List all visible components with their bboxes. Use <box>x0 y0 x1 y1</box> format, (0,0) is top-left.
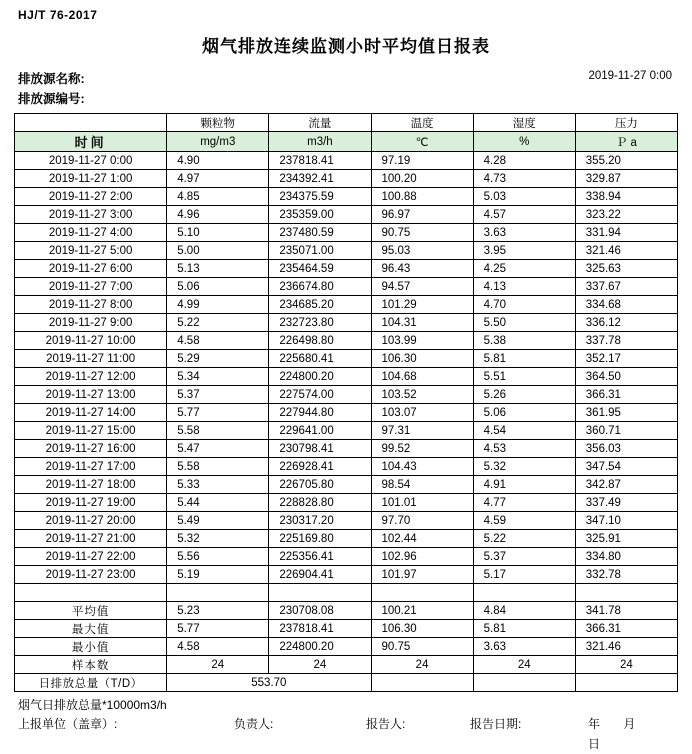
cell-pressure: 347.10 <box>575 512 677 530</box>
cell-time: 2019-11-27 6:00 <box>15 260 167 278</box>
summary-label: 最大值 <box>15 620 167 638</box>
table-row <box>15 548 678 566</box>
table-row <box>15 386 678 404</box>
cell-humidity: 5.26 <box>473 386 575 404</box>
cell-humidity: 5.81 <box>473 350 575 368</box>
summary-pm: 5.77 <box>167 620 269 638</box>
cell-temp: 97.70 <box>371 512 473 530</box>
table-row <box>15 404 678 422</box>
cell-pm: 4.58 <box>167 332 269 350</box>
table-row <box>15 278 678 296</box>
cell-pressure: 360.71 <box>575 422 677 440</box>
header-param-pressure: 压力 <box>575 114 677 132</box>
cell-pressure: 352.17 <box>575 350 677 368</box>
cell-temp: 104.68 <box>371 368 473 386</box>
summary-pressure: 366.31 <box>575 620 677 638</box>
spacer-cell <box>371 584 473 602</box>
cell-pressure: 337.78 <box>575 332 677 350</box>
cell-temp: 103.07 <box>371 404 473 422</box>
cell-humidity: 4.77 <box>473 494 575 512</box>
header-param-humidity: 湿度 <box>473 114 575 132</box>
table-row <box>15 476 678 494</box>
cell-temp: 96.43 <box>371 260 473 278</box>
summary-flow: 237818.41 <box>269 620 371 638</box>
cell-pm: 4.85 <box>167 188 269 206</box>
summary-flow: 230708.08 <box>269 602 371 620</box>
cell-temp: 101.01 <box>371 494 473 512</box>
summary-row-count <box>15 656 678 674</box>
table-row <box>15 242 678 260</box>
cell-flow: 237480.59 <box>269 224 371 242</box>
cell-humidity: 4.28 <box>473 152 575 170</box>
cell-pressure: 334.80 <box>575 548 677 566</box>
spacer-cell <box>473 584 575 602</box>
cell-temp: 100.88 <box>371 188 473 206</box>
report-footer <box>14 696 678 751</box>
cell-time: 2019-11-27 17:00 <box>15 458 167 476</box>
table-row <box>15 188 678 206</box>
cell-time: 2019-11-27 4:00 <box>15 224 167 242</box>
cell-pressure: 329.87 <box>575 170 677 188</box>
table-header-params <box>15 114 678 132</box>
spacer-cell <box>167 584 269 602</box>
cell-humidity: 5.38 <box>473 332 575 350</box>
cell-humidity: 5.37 <box>473 548 575 566</box>
cell-pressure: 355.20 <box>575 152 677 170</box>
cell-temp: 101.97 <box>371 566 473 584</box>
cell-pm: 5.58 <box>167 422 269 440</box>
header-param-pm: 颗粒物 <box>167 114 269 132</box>
cell-pm: 5.29 <box>167 350 269 368</box>
summary-temp: 100.21 <box>371 602 473 620</box>
cell-flow: 225169.80 <box>269 530 371 548</box>
cell-humidity: 3.63 <box>473 224 575 242</box>
header-unit-temp: ℃ <box>371 132 473 152</box>
cell-humidity: 4.70 <box>473 296 575 314</box>
cell-time: 2019-11-27 3:00 <box>15 206 167 224</box>
table-row <box>15 458 678 476</box>
cell-pm: 5.37 <box>167 386 269 404</box>
cell-flow: 235071.00 <box>269 242 371 260</box>
summary-humidity: 5.81 <box>473 620 575 638</box>
table-row <box>15 260 678 278</box>
cell-flow: 234375.59 <box>269 188 371 206</box>
total-blank-cell <box>575 674 677 692</box>
responsible-label: 负责人: <box>234 717 274 731</box>
cell-flow: 225356.41 <box>269 548 371 566</box>
cell-humidity: 4.57 <box>473 206 575 224</box>
cell-humidity: 5.17 <box>473 566 575 584</box>
daily-total-value: 553.70 <box>167 674 371 692</box>
cell-time: 2019-11-27 21:00 <box>15 530 167 548</box>
cell-pressure: 364.50 <box>575 368 677 386</box>
cell-pm: 5.44 <box>167 494 269 512</box>
cell-pm: 5.10 <box>167 224 269 242</box>
cell-temp: 96.97 <box>371 206 473 224</box>
table-spacer-row <box>15 584 678 602</box>
cell-time: 2019-11-27 13:00 <box>15 386 167 404</box>
cell-temp: 95.03 <box>371 242 473 260</box>
cell-pressure: 342.87 <box>575 476 677 494</box>
cell-pressure: 361.95 <box>575 404 677 422</box>
cell-flow: 226705.80 <box>269 476 371 494</box>
cell-time: 2019-11-27 16:00 <box>15 440 167 458</box>
cell-flow: 234392.41 <box>269 170 371 188</box>
cell-time: 2019-11-27 15:00 <box>15 422 167 440</box>
cell-pm: 5.77 <box>167 404 269 422</box>
cell-time: 2019-11-27 2:00 <box>15 188 167 206</box>
summary-pm: 5.23 <box>167 602 269 620</box>
cell-flow: 236674.80 <box>269 278 371 296</box>
total-note: 烟气日排放总量*10000m3/h <box>18 698 167 712</box>
cell-time: 2019-11-27 12:00 <box>15 368 167 386</box>
total-blank-cell <box>473 674 575 692</box>
cell-temp: 102.44 <box>371 530 473 548</box>
source-code-label: 排放源编号: <box>18 92 85 106</box>
source-fields <box>18 69 85 109</box>
cell-time: 2019-11-27 20:00 <box>15 512 167 530</box>
header-time-label: 时间 <box>15 132 167 152</box>
cell-flow: 224800.20 <box>269 368 371 386</box>
daily-total-label: 日排放总量（T/D） <box>15 674 167 692</box>
summary-row-average <box>15 602 678 620</box>
cell-pm: 5.22 <box>167 314 269 332</box>
cell-pressure: 323.22 <box>575 206 677 224</box>
cell-pm: 5.47 <box>167 440 269 458</box>
cell-time: 2019-11-27 0:00 <box>15 152 167 170</box>
cell-pm: 5.58 <box>167 458 269 476</box>
cell-humidity: 4.54 <box>473 422 575 440</box>
cell-temp: 99.52 <box>371 440 473 458</box>
cell-pm: 5.13 <box>167 260 269 278</box>
cell-time: 2019-11-27 1:00 <box>15 170 167 188</box>
cell-time: 2019-11-27 10:00 <box>15 332 167 350</box>
cell-time: 2019-11-27 14:00 <box>15 404 167 422</box>
cell-time: 2019-11-27 9:00 <box>15 314 167 332</box>
cell-pressure: 338.94 <box>575 188 677 206</box>
cell-time: 2019-11-27 22:00 <box>15 548 167 566</box>
cell-pressure: 336.12 <box>575 314 677 332</box>
summary-row-min <box>15 638 678 656</box>
cell-humidity: 5.22 <box>473 530 575 548</box>
cell-temp: 101.29 <box>371 296 473 314</box>
cell-humidity: 5.51 <box>473 368 575 386</box>
cell-flow: 226928.41 <box>269 458 371 476</box>
spacer-cell <box>575 584 677 602</box>
cell-pm: 5.49 <box>167 512 269 530</box>
cell-flow: 235359.00 <box>269 206 371 224</box>
cell-pressure: 334.68 <box>575 296 677 314</box>
cell-temp: 100.20 <box>371 170 473 188</box>
cell-pressure: 337.67 <box>575 278 677 296</box>
standard-code: HJ/T 76-2017 <box>18 8 98 22</box>
table-row <box>15 494 678 512</box>
cell-pressure: 347.54 <box>575 458 677 476</box>
cell-time: 2019-11-27 5:00 <box>15 242 167 260</box>
total-blank-cell <box>371 674 473 692</box>
header-unit-flow: m3/h <box>269 132 371 152</box>
daily-total-row <box>15 674 678 692</box>
cell-pressure: 325.91 <box>575 530 677 548</box>
cell-humidity: 4.59 <box>473 512 575 530</box>
spacer-cell <box>15 584 167 602</box>
cell-temp: 104.31 <box>371 314 473 332</box>
cell-humidity: 5.50 <box>473 314 575 332</box>
cell-humidity: 5.32 <box>473 458 575 476</box>
cell-temp: 102.96 <box>371 548 473 566</box>
cell-pressure: 337.49 <box>575 494 677 512</box>
cell-humidity: 4.53 <box>473 440 575 458</box>
cell-pressure: 325.63 <box>575 260 677 278</box>
report-datetime: 2019-11-27 0:00 <box>588 70 672 82</box>
summary-humidity: 24 <box>473 656 575 674</box>
cell-flow: 226498.80 <box>269 332 371 350</box>
cell-pm: 4.90 <box>167 152 269 170</box>
table-row <box>15 224 678 242</box>
cell-pm: 5.06 <box>167 278 269 296</box>
cell-pm: 5.34 <box>167 368 269 386</box>
cell-flow: 226904.41 <box>269 566 371 584</box>
header-param-temp: 温度 <box>371 114 473 132</box>
reporter-label: 报告人: <box>366 717 406 731</box>
summary-label: 样本数 <box>15 656 167 674</box>
cell-pm: 4.97 <box>167 170 269 188</box>
summary-pressure: 341.78 <box>575 602 677 620</box>
cell-time: 2019-11-27 18:00 <box>15 476 167 494</box>
table-row <box>15 368 678 386</box>
cell-temp: 97.19 <box>371 152 473 170</box>
cell-temp: 106.30 <box>371 350 473 368</box>
cell-pm: 4.96 <box>167 206 269 224</box>
table-row <box>15 512 678 530</box>
cell-flow: 237818.41 <box>269 152 371 170</box>
cell-time: 2019-11-27 11:00 <box>15 350 167 368</box>
cell-pressure: 321.46 <box>575 242 677 260</box>
summary-temp: 90.75 <box>371 638 473 656</box>
header-unit-pm: mg/m3 <box>167 132 269 152</box>
cell-pm: 5.56 <box>167 548 269 566</box>
table-row <box>15 152 678 170</box>
cell-temp: 98.54 <box>371 476 473 494</box>
cell-temp: 94.57 <box>371 278 473 296</box>
table-row <box>15 206 678 224</box>
cell-temp: 104.43 <box>371 458 473 476</box>
report-table <box>14 113 678 692</box>
header-blank-cell <box>15 114 167 132</box>
cell-pm: 5.33 <box>167 476 269 494</box>
header-unit-humidity: % <box>473 132 575 152</box>
summary-pm: 24 <box>167 656 269 674</box>
summary-label: 平均值 <box>15 602 167 620</box>
cell-time: 2019-11-27 7:00 <box>15 278 167 296</box>
cell-flow: 235464.59 <box>269 260 371 278</box>
header-unit-pressure: Ｐ a <box>575 132 677 152</box>
cell-time: 2019-11-27 8:00 <box>15 296 167 314</box>
cell-flow: 228828.80 <box>269 494 371 512</box>
cell-temp: 97.31 <box>371 422 473 440</box>
cell-pressure: 332.78 <box>575 566 677 584</box>
cell-pm: 5.19 <box>167 566 269 584</box>
cell-pressure: 366.31 <box>575 386 677 404</box>
table-row <box>15 170 678 188</box>
cell-humidity: 5.03 <box>473 188 575 206</box>
cell-flow: 225680.41 <box>269 350 371 368</box>
year-month-day-label: 年 月 日 <box>588 717 646 751</box>
cell-pressure: 331.94 <box>575 224 677 242</box>
cell-pm: 5.00 <box>167 242 269 260</box>
cell-temp: 103.99 <box>371 332 473 350</box>
cell-humidity: 4.13 <box>473 278 575 296</box>
cell-humidity: 4.91 <box>473 476 575 494</box>
cell-humidity: 3.95 <box>473 242 575 260</box>
cell-pm: 4.99 <box>167 296 269 314</box>
page-title: 烟气排放连续监测小时平均值日报表 <box>202 37 490 56</box>
cell-flow: 232723.80 <box>269 314 371 332</box>
cell-temp: 103.52 <box>371 386 473 404</box>
spacer-cell <box>269 584 371 602</box>
cell-pressure: 356.03 <box>575 440 677 458</box>
header-param-flow: 流量 <box>269 114 371 132</box>
cell-time: 2019-11-27 19:00 <box>15 494 167 512</box>
summary-label: 最小值 <box>15 638 167 656</box>
summary-pressure: 321.46 <box>575 638 677 656</box>
cell-flow: 229641.00 <box>269 422 371 440</box>
table-row <box>15 422 678 440</box>
cell-time: 2019-11-27 23:00 <box>15 566 167 584</box>
cell-flow: 227574.00 <box>269 386 371 404</box>
source-name-label: 排放源名称: <box>18 72 85 86</box>
table-row <box>15 332 678 350</box>
table-row <box>15 566 678 584</box>
report-meta <box>14 69 678 109</box>
summary-temp: 106.30 <box>371 620 473 638</box>
unit-label: 上报单位（盖章）: <box>18 717 118 731</box>
cell-humidity: 4.73 <box>473 170 575 188</box>
table-row <box>15 314 678 332</box>
table-row <box>15 530 678 548</box>
cell-humidity: 4.25 <box>473 260 575 278</box>
cell-pm: 5.32 <box>167 530 269 548</box>
summary-temp: 24 <box>371 656 473 674</box>
summary-flow: 224800.20 <box>269 638 371 656</box>
report-date-label: 报告日期: <box>470 717 522 731</box>
summary-humidity: 4.84 <box>473 602 575 620</box>
cell-flow: 230798.41 <box>269 440 371 458</box>
summary-row-max <box>15 620 678 638</box>
cell-temp: 90.75 <box>371 224 473 242</box>
table-row <box>15 350 678 368</box>
cell-flow: 227944.80 <box>269 404 371 422</box>
table-header-units <box>15 132 678 152</box>
table-row <box>15 296 678 314</box>
summary-flow: 24 <box>269 656 371 674</box>
summary-pm: 4.58 <box>167 638 269 656</box>
cell-humidity: 5.06 <box>473 404 575 422</box>
cell-flow: 230317.20 <box>269 512 371 530</box>
summary-pressure: 24 <box>575 656 677 674</box>
cell-flow: 234685.20 <box>269 296 371 314</box>
signature-line <box>18 714 678 751</box>
table-row <box>15 440 678 458</box>
summary-humidity: 3.63 <box>473 638 575 656</box>
